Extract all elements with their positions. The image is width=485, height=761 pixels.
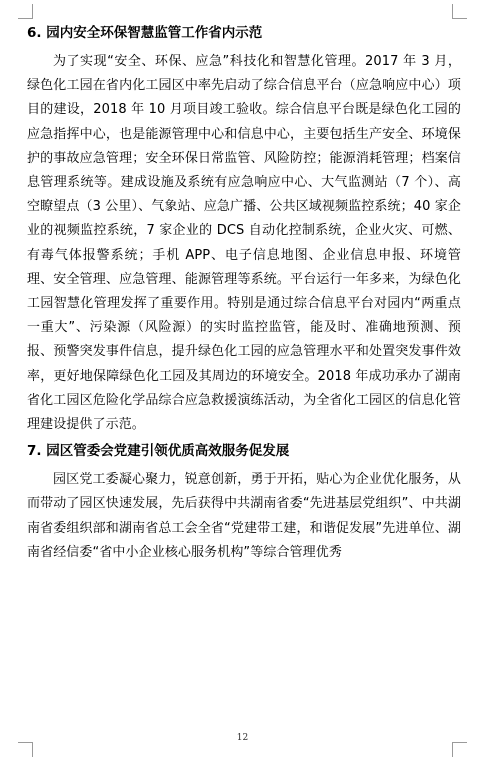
- section-7-heading: 7. 园区管委会党建引领优质高效服务促发展: [27, 443, 290, 460]
- section-6-paragraph: 为了实现“安全、环保、应急”科技化和智慧化管理。2017 年 3 月，绿色化工园在省内化工园区中率先启动了综合信息平台（应急响应中心）项目的建设，2018 年 10 月项目竣工验收。综合信息平台既是绿色化工园的应急指挥中心，也是能源管理中心和信息中心，主要包括生产安全、环境保护的事故应急管理；安全环保日常监管、风险防控；能源消耗管理；档案信息管理系统等。建成设施及系统有应急响应中心、大气监测站（7 个）、高空瞭望点（3 公里）、气象站、应急广播、公共区域视频监控系统；40 家企业的视频监控系统，7 家企业的 DCS 自动化控制系统，企业火灾、可燃、有毒气体报警系统；手机 APP、电子信息地图、企业信息申报、环境管理、安全管理、应急管理、能源管理等系统。平台运行一年多来，为绿色化工园智慧化管理发挥了重要作用。特别是通过综合信息平台对园内“两重点一重大”、污染源（风险源）的实时监控监管，能及时、准确地预测、预报、预警突发事件信息，提升绿色化工园的应急管理水平和处置突发事件效率，更好地保障绿色化工园及其周边的环境安全。2018 年成功承办了湖南省化工园区危险化学品综合应急救援演练活动，为全省化工园区的信息化管理建设提供了示范。: [27, 54, 461, 433]
- page-number: 12: [236, 733, 249, 743]
- crop-mark-bottom-left: [18, 742, 33, 757]
- document-body: [27, 22, 461, 565]
- crop-mark-top-right: [452, 4, 467, 19]
- crop-mark-bottom-right: [452, 742, 467, 757]
- section-6-heading: 6. 园内安全环保智慧监管工作省内示范: [27, 25, 263, 41]
- section-7-paragraph: 园区党工委凝心聚力，锐意创新，勇于开拓，贴心为企业优化服务，从而带动了园区快速发展，先后获得中共湖南省委“先进基层党组织”、中共湖南省委组织部和湖南省总工会全省“党建带工建，和谐促发展”先进单位、湖南省经信委“省中小企业核心服务机构”等综合管理优秀: [27, 472, 461, 560]
- crop-mark-top-left: [18, 4, 33, 19]
